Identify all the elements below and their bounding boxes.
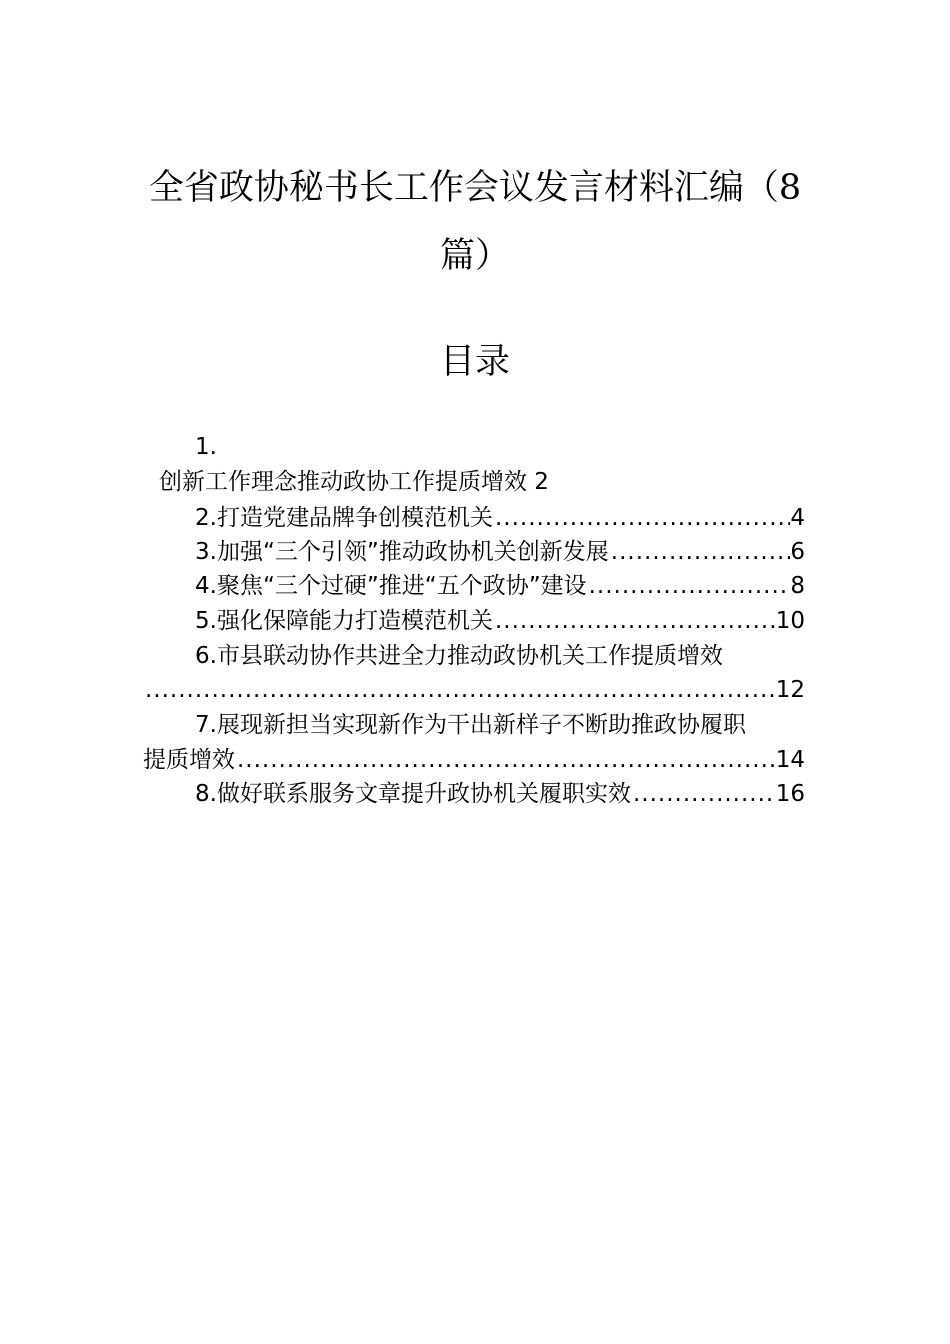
toc-page-number: 10: [775, 608, 805, 634]
toc-leader-dots: [587, 571, 791, 601]
toc-item-label: 3.加强“三个引领”推动政协机关创新发展: [195, 539, 609, 565]
title-text: 全省政协秘书长工作会议发言材料汇编（: [148, 168, 779, 208]
toc-page-number: 6: [790, 539, 805, 565]
toc-page-number: 14: [775, 747, 805, 773]
toc-item-label: 2.打造党建品牌争创模范机关: [195, 505, 493, 531]
toc-leader-dots: [235, 745, 776, 775]
toc-page-number: 12: [775, 677, 805, 703]
toc-item-4[interactable]: [195, 571, 805, 601]
toc-item-7-label[interactable]: 7.展现新担当实现新作为干出新样子不断助推政协履职: [195, 712, 746, 738]
toc-item-label: 8.做好联系服务文章提升政协机关履职实效: [195, 781, 631, 807]
toc-leader-dots: [143, 675, 776, 705]
toc-item-5[interactable]: [195, 606, 805, 636]
toc-item-6-leader-row[interactable]: [143, 675, 805, 705]
toc-item-8[interactable]: [195, 779, 805, 809]
toc-item-3[interactable]: [195, 537, 805, 567]
toc-leader-dots: [609, 537, 791, 567]
toc-item-1-text[interactable]: 创新工作理念推动政协工作提质增效 2: [159, 469, 549, 495]
toc-leader-dots: [631, 779, 776, 809]
toc-item-6-label[interactable]: 6.市县联动协作共进全力推动政协机关工作提质增效: [195, 643, 723, 669]
toc-item-label: 5.强化保障能力打造模范机关: [195, 608, 493, 634]
toc-item-2[interactable]: [195, 503, 805, 533]
toc-page-number: 4: [790, 505, 805, 531]
title-count: 8: [778, 168, 802, 208]
toc-item-7-leader-row[interactable]: [143, 745, 805, 775]
toc-leader-dots: [493, 503, 790, 533]
document-title-line-1: [0, 168, 950, 208]
toc-page-number: 16: [775, 781, 805, 807]
toc-leader-dots: [493, 606, 776, 636]
toc-item-label-continued: 提质增效: [143, 747, 235, 773]
document-title-line-2: 篇）: [439, 236, 510, 276]
toc-heading: 目录: [439, 342, 510, 382]
toc-page-number: 8: [790, 573, 805, 599]
toc-item-1-number: 1.: [195, 434, 217, 460]
toc-item-label: 4.聚焦“三个过硬”推进“五个政协”建设: [195, 573, 587, 599]
